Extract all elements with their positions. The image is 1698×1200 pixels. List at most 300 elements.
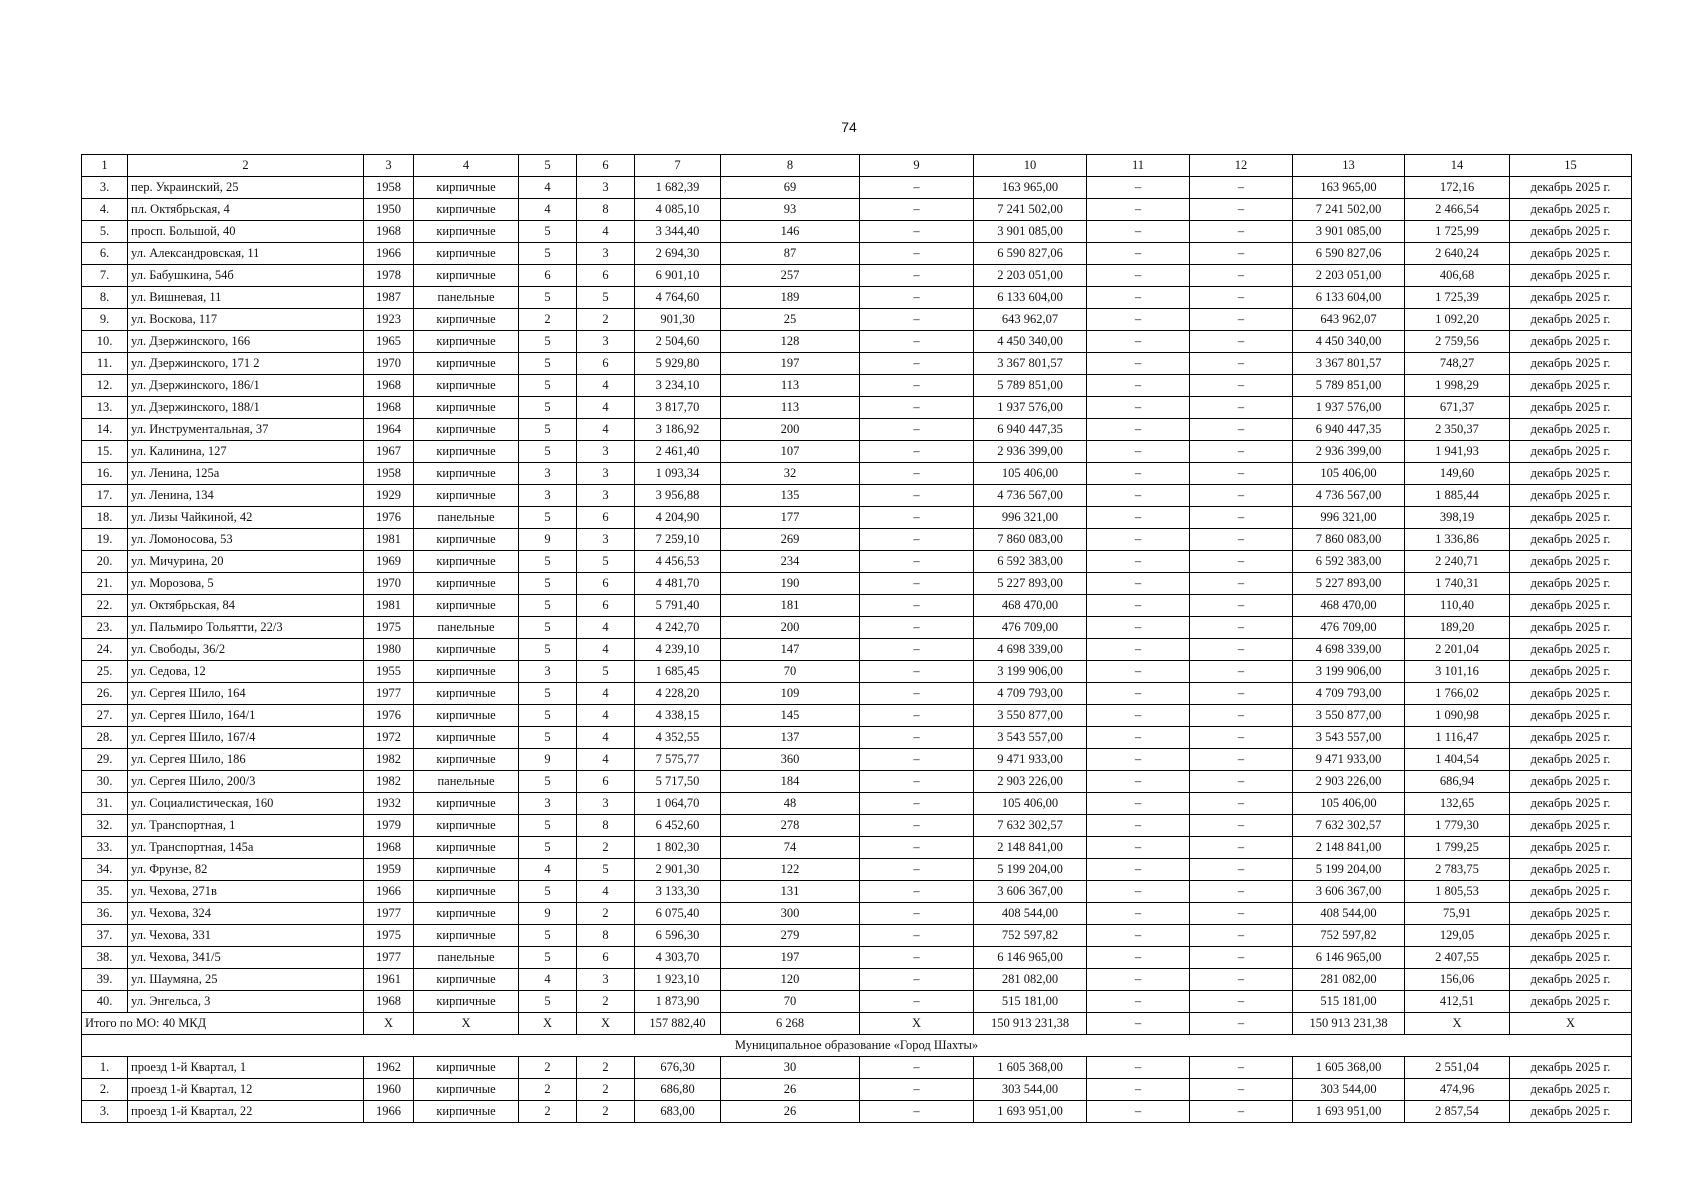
table-cell: 31. — [82, 793, 128, 815]
table-cell: – — [1190, 463, 1293, 485]
table-cell: ул. Воскова, 117 — [128, 309, 364, 331]
table-cell: – — [860, 529, 974, 551]
table-row — [82, 1079, 1632, 1101]
table-cell: 3 367 801,57 — [974, 353, 1087, 375]
table-cell: – — [1087, 661, 1190, 683]
table-cell: 4 — [577, 617, 635, 639]
table-cell: ул. Седова, 12 — [128, 661, 364, 683]
table-cell: 1977 — [364, 683, 414, 705]
table-cell: – — [1190, 617, 1293, 639]
table-cell: 3 606 367,00 — [1293, 881, 1405, 903]
table-cell: 28. — [82, 727, 128, 749]
table-cell: 122 — [721, 859, 860, 881]
table-cell: декабрь 2025 г. — [1510, 507, 1632, 529]
table-cell: ул. Пальмиро Тольятти, 22/3 — [128, 617, 364, 639]
table-cell: 4 — [577, 683, 635, 705]
table-cell: – — [1087, 529, 1190, 551]
table-cell: 752 597,82 — [1293, 925, 1405, 947]
table-cell: – — [1190, 947, 1293, 969]
table-cell: ул. Октябрьская, 84 — [128, 595, 364, 617]
table-cell: 4 085,10 — [635, 199, 721, 221]
table-cell: 1970 — [364, 353, 414, 375]
table-cell: – — [1087, 881, 1190, 903]
table-cell: кирпичные — [414, 837, 519, 859]
table-cell: ул. Сергея Шило, 164 — [128, 683, 364, 705]
table-cell: 4 228,20 — [635, 683, 721, 705]
table-cell: 1 064,70 — [635, 793, 721, 815]
table-row — [82, 1057, 1632, 1079]
table-cell: – — [1087, 353, 1190, 375]
table-cell: 2 901,30 — [635, 859, 721, 881]
table-cell: 686,94 — [1405, 771, 1510, 793]
table-cell: 172,16 — [1405, 177, 1510, 199]
table-row — [82, 353, 1632, 375]
table-cell: декабрь 2025 г. — [1510, 969, 1632, 991]
table-cell: – — [860, 1057, 974, 1079]
table-cell: 4 — [577, 375, 635, 397]
table-cell: – — [860, 243, 974, 265]
table-cell: 177 — [721, 507, 860, 529]
table-cell: 398,19 — [1405, 507, 1510, 529]
table-cell: 5 — [519, 353, 577, 375]
table-cell: 1964 — [364, 419, 414, 441]
table-cell: – — [1190, 859, 1293, 881]
table-cell: 33. — [82, 837, 128, 859]
table-cell: 4 456,53 — [635, 551, 721, 573]
table-cell: 1976 — [364, 705, 414, 727]
table-cell: 4 736 567,00 — [1293, 485, 1405, 507]
table-cell: кирпичные — [414, 969, 519, 991]
table-row — [82, 947, 1632, 969]
table-cell: 360 — [721, 749, 860, 771]
table-cell: декабрь 2025 г. — [1510, 881, 1632, 903]
table-cell: 1968 — [364, 375, 414, 397]
table-cell: – — [1087, 683, 1190, 705]
column-header: 4 — [414, 155, 519, 177]
table-cell: 408 544,00 — [974, 903, 1087, 925]
table-cell: кирпичные — [414, 793, 519, 815]
table-cell: – — [1087, 705, 1190, 727]
table-cell: 5 — [519, 551, 577, 573]
table-cell: 3 550 877,00 — [974, 705, 1087, 727]
table-cell: 2 504,60 — [635, 331, 721, 353]
table-cell: 3 — [577, 441, 635, 463]
table-cell: кирпичные — [414, 1057, 519, 1079]
table-cell: 1979 — [364, 815, 414, 837]
table-cell: 1929 — [364, 485, 414, 507]
table-cell: – — [860, 287, 974, 309]
table-cell: декабрь 2025 г. — [1510, 661, 1632, 683]
table-row — [82, 221, 1632, 243]
table-cell: 476 709,00 — [974, 617, 1087, 639]
table-cell: 408 544,00 — [1293, 903, 1405, 925]
table-cell: ул. Транспортная, 145а — [128, 837, 364, 859]
table-cell: – — [1087, 463, 1190, 485]
housing-table — [81, 154, 1632, 1123]
table-cell: 5 — [519, 683, 577, 705]
table-row — [82, 309, 1632, 331]
table-cell: – — [1190, 749, 1293, 771]
table-cell: 3 956,88 — [635, 485, 721, 507]
table-cell: – — [1190, 705, 1293, 727]
table-cell: X — [1405, 1013, 1510, 1035]
table-row — [82, 243, 1632, 265]
table-cell: декабрь 2025 г. — [1510, 243, 1632, 265]
table-cell: ул. Сергея Шило, 164/1 — [128, 705, 364, 727]
table-cell: 70 — [721, 991, 860, 1013]
table-cell: 2 201,04 — [1405, 639, 1510, 661]
table-cell: 5 — [519, 507, 577, 529]
table-cell: 3. — [82, 1101, 128, 1123]
table-cell: – — [1190, 551, 1293, 573]
table-cell: 25 — [721, 309, 860, 331]
table-cell: декабрь 2025 г. — [1510, 529, 1632, 551]
table-cell: 5 199 204,00 — [974, 859, 1087, 881]
table-cell: ул. Ленина, 125а — [128, 463, 364, 485]
table-cell: X — [414, 1013, 519, 1035]
table-body — [82, 155, 1632, 1123]
table-cell: 683,00 — [635, 1101, 721, 1123]
table-cell: 5 — [519, 331, 577, 353]
table-cell: – — [860, 859, 974, 881]
table-cell: 3 — [577, 793, 635, 815]
table-cell: 6 590 827,06 — [974, 243, 1087, 265]
table-cell: – — [1190, 881, 1293, 903]
table-cell: кирпичные — [414, 309, 519, 331]
table-cell: декабрь 2025 г. — [1510, 353, 1632, 375]
table-cell: 7 241 502,00 — [1293, 199, 1405, 221]
table-cell: 1 766,02 — [1405, 683, 1510, 705]
table-cell: 4 709 793,00 — [1293, 683, 1405, 705]
table-cell: 2 — [577, 1057, 635, 1079]
table-cell: кирпичные — [414, 177, 519, 199]
table-cell: 6 — [577, 947, 635, 969]
table-cell: 1982 — [364, 771, 414, 793]
table-cell: декабрь 2025 г. — [1510, 199, 1632, 221]
table-cell: – — [1190, 837, 1293, 859]
table-cell: 1 941,93 — [1405, 441, 1510, 463]
table-cell: – — [860, 1079, 974, 1101]
table-cell: 1976 — [364, 507, 414, 529]
table-cell: панельные — [414, 771, 519, 793]
table-cell: 20. — [82, 551, 128, 573]
table-cell: 8 — [577, 815, 635, 837]
table-cell: 48 — [721, 793, 860, 815]
table-cell: декабрь 2025 г. — [1510, 595, 1632, 617]
table-cell: 37. — [82, 925, 128, 947]
table-cell: 3 901 085,00 — [1293, 221, 1405, 243]
table-cell: 5 199 204,00 — [1293, 859, 1405, 881]
table-cell: – — [1190, 353, 1293, 375]
table-cell: 5 — [519, 639, 577, 661]
table-cell: 5 — [519, 771, 577, 793]
table-cell: – — [860, 397, 974, 419]
table-cell: 2 148 841,00 — [974, 837, 1087, 859]
table-cell: 1 090,98 — [1405, 705, 1510, 727]
table-cell: 300 — [721, 903, 860, 925]
table-cell: проезд 1-й Квартал, 22 — [128, 1101, 364, 1123]
table-cell: – — [1087, 243, 1190, 265]
table-row — [82, 881, 1632, 903]
table-cell: панельные — [414, 947, 519, 969]
table-cell: декабрь 2025 г. — [1510, 463, 1632, 485]
table-cell: 6 133 604,00 — [1293, 287, 1405, 309]
table-cell: 4 — [577, 727, 635, 749]
table-cell: 1923 — [364, 309, 414, 331]
table-row — [82, 925, 1632, 947]
table-cell: 1 605 368,00 — [1293, 1057, 1405, 1079]
table-cell: ул. Лизы Чайкиной, 42 — [128, 507, 364, 529]
table-cell: 5 789 851,00 — [974, 375, 1087, 397]
column-header: 9 — [860, 155, 974, 177]
table-cell: 146 — [721, 221, 860, 243]
table-cell: 189,20 — [1405, 617, 1510, 639]
column-header: 8 — [721, 155, 860, 177]
table-cell: 163 965,00 — [1293, 177, 1405, 199]
table-cell: декабрь 2025 г. — [1510, 683, 1632, 705]
section-row — [82, 1035, 1632, 1057]
table-cell: – — [860, 727, 974, 749]
table-cell: ул. Вишневая, 11 — [128, 287, 364, 309]
table-cell: ул. Мичурина, 20 — [128, 551, 364, 573]
table-cell: декабрь 2025 г. — [1510, 221, 1632, 243]
table-cell: 184 — [721, 771, 860, 793]
table-cell: ул. Бабушкина, 54б — [128, 265, 364, 287]
table-cell: 1961 — [364, 969, 414, 991]
table-cell: 2 350,37 — [1405, 419, 1510, 441]
table-cell: 4 — [519, 969, 577, 991]
table-cell: – — [1087, 419, 1190, 441]
table-cell: 4 450 340,00 — [974, 331, 1087, 353]
table-cell: ул. Сергея Шило, 167/4 — [128, 727, 364, 749]
table-cell: кирпичные — [414, 903, 519, 925]
table-cell: 3 — [577, 485, 635, 507]
table-cell: – — [1190, 661, 1293, 683]
table-cell: – — [860, 771, 974, 793]
table-cell: 6 940 447,35 — [1293, 419, 1405, 441]
table-cell: 26 — [721, 1079, 860, 1101]
table-cell: – — [1190, 331, 1293, 353]
table-cell: – — [860, 969, 974, 991]
table-cell: 1978 — [364, 265, 414, 287]
table-cell: 5 — [519, 441, 577, 463]
table-cell: 1966 — [364, 1101, 414, 1123]
table-cell: 200 — [721, 419, 860, 441]
table-cell: – — [860, 551, 974, 573]
table-cell: 3 186,92 — [635, 419, 721, 441]
table-cell: 468 470,00 — [1293, 595, 1405, 617]
table-cell: – — [1087, 925, 1190, 947]
table-cell: 4 698 339,00 — [1293, 639, 1405, 661]
table-cell: 2 — [519, 1101, 577, 1123]
table-cell: 110,40 — [1405, 595, 1510, 617]
table-cell: ул. Шаумяна, 25 — [128, 969, 364, 991]
table-cell: – — [1190, 793, 1293, 815]
table-cell: – — [1087, 991, 1190, 1013]
table-row — [82, 485, 1632, 507]
table-cell: 1965 — [364, 331, 414, 353]
table-cell: 1932 — [364, 793, 414, 815]
table-row — [82, 903, 1632, 925]
table-cell: 5 — [519, 991, 577, 1013]
table-cell: 281 082,00 — [974, 969, 1087, 991]
table-cell: 2 — [519, 309, 577, 331]
table-cell: 137 — [721, 727, 860, 749]
table-cell: 5 — [519, 573, 577, 595]
table-row — [82, 573, 1632, 595]
table-cell: 1975 — [364, 925, 414, 947]
table-cell: 1959 — [364, 859, 414, 881]
table-cell: 1 404,54 — [1405, 749, 1510, 771]
table-cell: 5. — [82, 221, 128, 243]
table-row — [82, 991, 1632, 1013]
table-row — [82, 595, 1632, 617]
table-cell: ул. Социалистическая, 160 — [128, 793, 364, 815]
table-cell: 1950 — [364, 199, 414, 221]
table-row — [82, 705, 1632, 727]
table-cell: кирпичные — [414, 221, 519, 243]
table-cell: просп. Большой, 40 — [128, 221, 364, 243]
table-cell: – — [1190, 1013, 1293, 1035]
table-cell: 3 — [519, 463, 577, 485]
table-cell: – — [1087, 859, 1190, 881]
table-cell: – — [860, 837, 974, 859]
table-cell: кирпичные — [414, 485, 519, 507]
table-cell: 4 481,70 — [635, 573, 721, 595]
column-header: 13 — [1293, 155, 1405, 177]
table-cell: 1967 — [364, 441, 414, 463]
table-cell: 200 — [721, 617, 860, 639]
table-cell: 3 543 557,00 — [1293, 727, 1405, 749]
table-cell: 7 259,10 — [635, 529, 721, 551]
table-cell: – — [860, 903, 974, 925]
table-cell: декабрь 2025 г. — [1510, 837, 1632, 859]
table-cell: ул. Калинина, 127 — [128, 441, 364, 463]
table-cell: кирпичные — [414, 705, 519, 727]
table-cell: 996 321,00 — [1293, 507, 1405, 529]
table-cell: панельные — [414, 617, 519, 639]
table-cell: 113 — [721, 375, 860, 397]
table-row — [82, 375, 1632, 397]
table-cell: 643 962,07 — [974, 309, 1087, 331]
table-cell: 1 740,31 — [1405, 573, 1510, 595]
table-cell: – — [860, 309, 974, 331]
table-row — [82, 793, 1632, 815]
table-cell: 1968 — [364, 837, 414, 859]
table-cell: 147 — [721, 639, 860, 661]
table-cell: кирпичные — [414, 265, 519, 287]
table-cell: 4 — [577, 639, 635, 661]
table-cell: 29. — [82, 749, 128, 771]
table-cell: 4 — [577, 221, 635, 243]
table-cell: 4 — [519, 199, 577, 221]
table-cell: декабрь 2025 г. — [1510, 617, 1632, 639]
table-cell: кирпичные — [414, 551, 519, 573]
table-cell: 6 — [577, 507, 635, 529]
table-cell: 9 — [519, 529, 577, 551]
table-cell: декабрь 2025 г. — [1510, 705, 1632, 727]
table-cell: 2. — [82, 1079, 128, 1101]
table-cell: 1 805,53 — [1405, 881, 1510, 903]
table-cell: – — [1087, 507, 1190, 529]
table-cell: декабрь 2025 г. — [1510, 925, 1632, 947]
table-cell: 1 693 951,00 — [1293, 1101, 1405, 1123]
table-cell: 1966 — [364, 243, 414, 265]
table-cell: 129,05 — [1405, 925, 1510, 947]
table-cell: 2 203 051,00 — [974, 265, 1087, 287]
table-cell: 2 936 399,00 — [974, 441, 1087, 463]
table-cell: – — [1190, 243, 1293, 265]
table-row — [82, 265, 1632, 287]
table-cell: 1 725,39 — [1405, 287, 1510, 309]
table-cell: 686,80 — [635, 1079, 721, 1101]
table-cell: – — [1087, 617, 1190, 639]
table-cell: 1 685,45 — [635, 661, 721, 683]
table-cell: 156,06 — [1405, 969, 1510, 991]
table-cell: – — [860, 683, 974, 705]
table-cell: 643 962,07 — [1293, 309, 1405, 331]
table-cell: 150 913 231,38 — [974, 1013, 1087, 1035]
table-cell: – — [860, 1101, 974, 1123]
table-cell: декабрь 2025 г. — [1510, 1079, 1632, 1101]
table-cell: – — [860, 925, 974, 947]
table-cell: – — [1190, 485, 1293, 507]
table-cell: проезд 1-й Квартал, 1 — [128, 1057, 364, 1079]
table-cell: 5 — [577, 287, 635, 309]
table-cell: 8 — [577, 925, 635, 947]
table-cell: 1 116,47 — [1405, 727, 1510, 749]
table-cell: декабрь 2025 г. — [1510, 309, 1632, 331]
table-cell: 6 — [577, 595, 635, 617]
table-cell: 6 — [577, 265, 635, 287]
table-cell: декабрь 2025 г. — [1510, 947, 1632, 969]
table-cell: 6 268 — [721, 1013, 860, 1035]
table-cell: 2 — [577, 309, 635, 331]
table-cell: 4 242,70 — [635, 617, 721, 639]
table-cell: – — [1087, 793, 1190, 815]
table-cell: 1962 — [364, 1057, 414, 1079]
table-cell: 6 133 604,00 — [974, 287, 1087, 309]
total-label: Итого по МО: 40 МКД — [82, 1013, 364, 1035]
table-cell: 9 471 933,00 — [1293, 749, 1405, 771]
table-cell: 8 — [577, 199, 635, 221]
table-cell: 5 — [519, 397, 577, 419]
table-cell: кирпичные — [414, 397, 519, 419]
table-row — [82, 419, 1632, 441]
table-cell: 5 227 893,00 — [1293, 573, 1405, 595]
table-cell: 3 817,70 — [635, 397, 721, 419]
table-cell: 1 779,30 — [1405, 815, 1510, 837]
table-cell: 1972 — [364, 727, 414, 749]
table-cell: 3 234,10 — [635, 375, 721, 397]
table-cell: – — [1190, 1101, 1293, 1123]
table-cell: – — [1087, 815, 1190, 837]
table-cell: ул. Ленина, 134 — [128, 485, 364, 507]
table-cell: 6 452,60 — [635, 815, 721, 837]
table-cell: 22. — [82, 595, 128, 617]
table-cell: 38. — [82, 947, 128, 969]
table-cell: 3 — [577, 243, 635, 265]
table-cell: 5 — [519, 243, 577, 265]
table-cell: 1. — [82, 1057, 128, 1079]
table-cell: 2 — [577, 1079, 635, 1101]
table-cell: 6 — [519, 265, 577, 287]
table-cell: 105 406,00 — [1293, 463, 1405, 485]
table-cell: 3 901 085,00 — [974, 221, 1087, 243]
table-cell: 1 923,10 — [635, 969, 721, 991]
table-cell: – — [1087, 485, 1190, 507]
table-cell: 197 — [721, 947, 860, 969]
